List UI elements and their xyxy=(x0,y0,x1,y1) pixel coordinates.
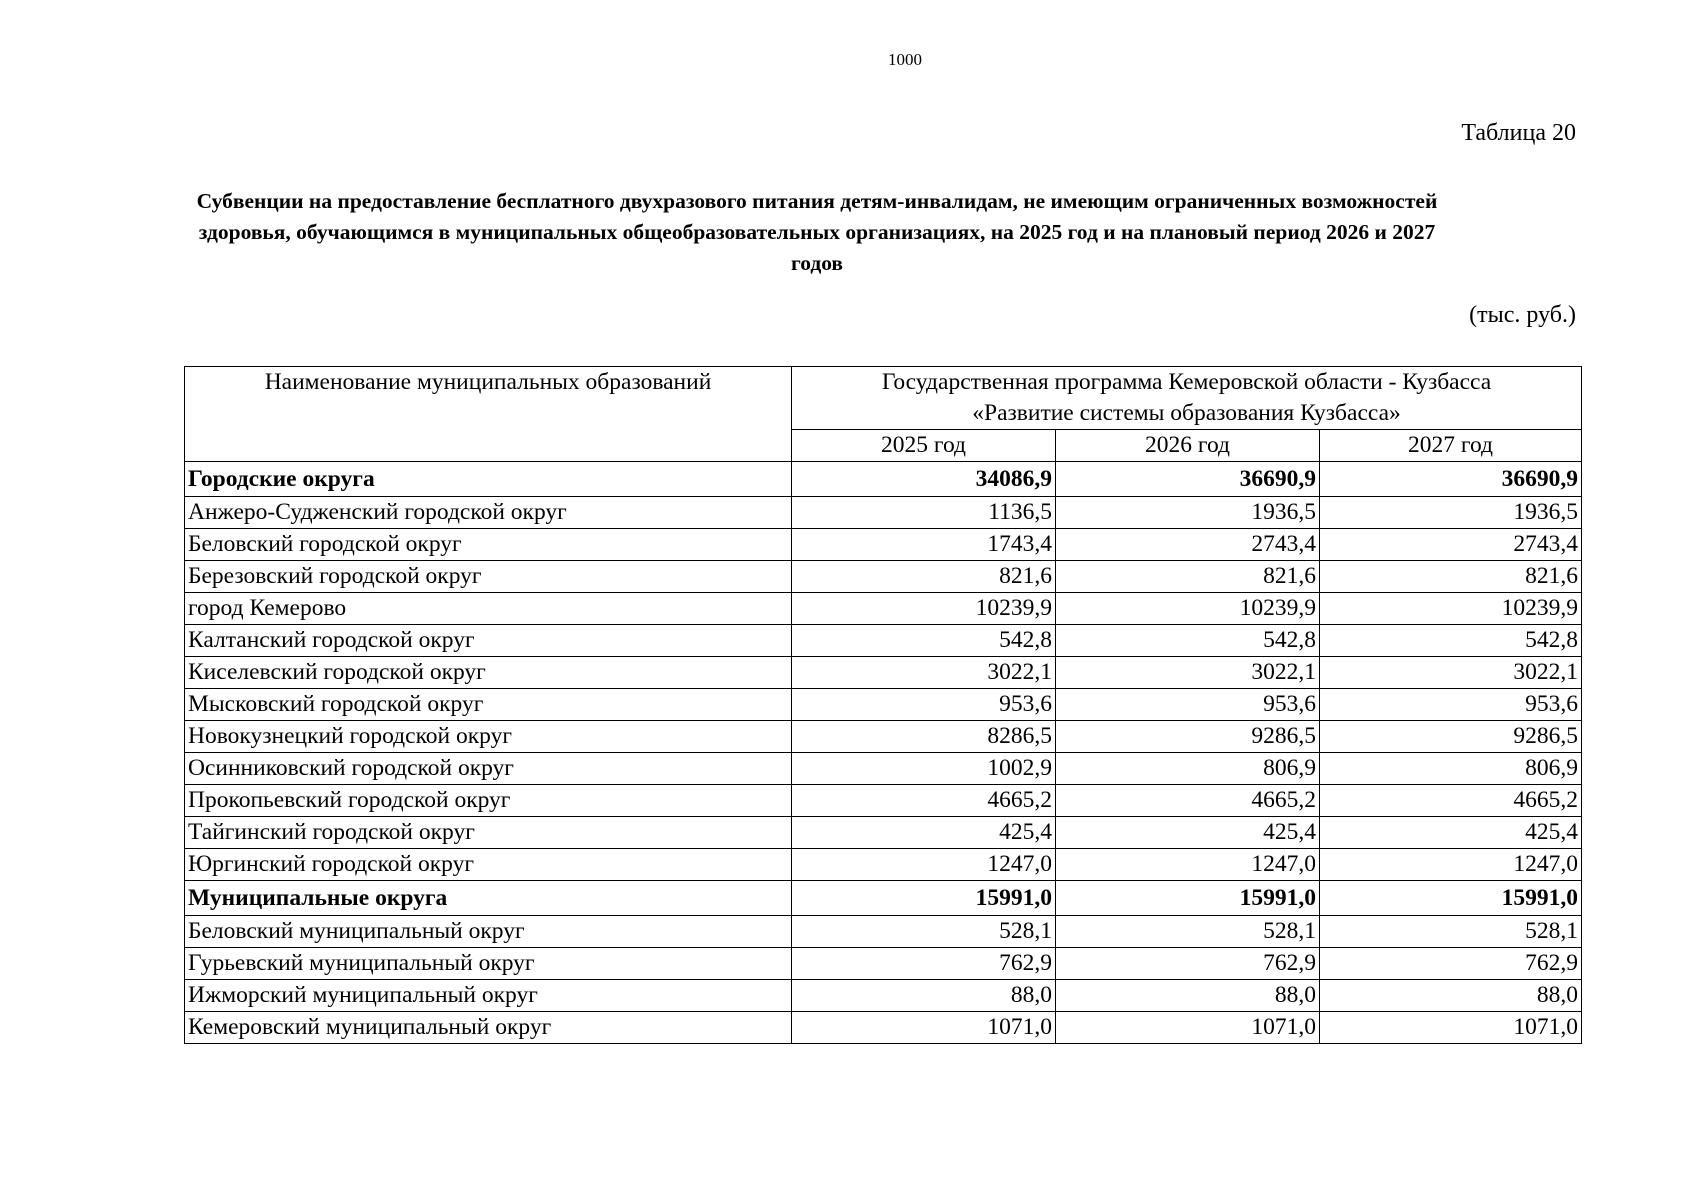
value-2027-cell: 1247,0 xyxy=(1320,849,1582,881)
municipality-name-cell: Тайгинский городской округ xyxy=(185,817,792,849)
municipality-name-cell: Беловский муниципальный округ xyxy=(185,916,792,948)
value-2026-cell: 9286,5 xyxy=(1056,721,1320,753)
value-2026-cell: 88,0 xyxy=(1056,980,1320,1012)
table-row xyxy=(185,948,1582,980)
value-2025-cell: 88,0 xyxy=(792,980,1056,1012)
table-header xyxy=(185,367,1582,462)
value-2027-cell: 806,9 xyxy=(1320,753,1582,785)
header-program-line1: Государственная программа Кемеровской области - Кузбасса xyxy=(881,369,1492,395)
municipality-name-cell: Беловский городской округ xyxy=(185,529,792,561)
value-2025-cell: 762,9 xyxy=(792,948,1056,980)
value-2025-cell: 953,6 xyxy=(792,689,1056,721)
value-2026-cell: 821,6 xyxy=(1056,561,1320,593)
value-2027-cell: 4665,2 xyxy=(1320,785,1582,817)
municipality-name-cell: Березовский городской округ xyxy=(185,561,792,593)
value-2027-cell: 542,8 xyxy=(1320,625,1582,657)
header-year-2026: 2026 год xyxy=(1056,430,1320,462)
value-2026-cell: 542,8 xyxy=(1056,625,1320,657)
value-2027-cell: 10239,9 xyxy=(1320,593,1582,625)
units-label: (тыс. руб.) xyxy=(1469,302,1576,328)
table-row xyxy=(185,980,1582,1012)
header-program-line2: «Развитие системы образования Кузбасса» xyxy=(972,400,1401,426)
municipality-name-cell: Городские округа xyxy=(185,462,792,497)
table-row xyxy=(185,753,1582,785)
table-body xyxy=(185,462,1582,1044)
header-municipality-name: Наименование муниципальных образований xyxy=(185,367,792,462)
value-2026-cell: 36690,9 xyxy=(1056,462,1320,497)
value-2025-cell: 3022,1 xyxy=(792,657,1056,689)
value-2026-cell: 762,9 xyxy=(1056,948,1320,980)
value-2025-cell: 542,8 xyxy=(792,625,1056,657)
value-2027-cell: 1936,5 xyxy=(1320,497,1582,529)
value-2026-cell: 806,9 xyxy=(1056,753,1320,785)
value-2027-cell: 9286,5 xyxy=(1320,721,1582,753)
municipality-name-cell: Гурьевский муниципальный округ xyxy=(185,948,792,980)
value-2027-cell: 15991,0 xyxy=(1320,881,1582,916)
table-row xyxy=(185,497,1582,529)
table-row xyxy=(185,785,1582,817)
value-2025-cell: 821,6 xyxy=(792,561,1056,593)
value-2027-cell: 762,9 xyxy=(1320,948,1582,980)
header-year-2025: 2025 год xyxy=(792,430,1056,462)
value-2026-cell: 1071,0 xyxy=(1056,1012,1320,1044)
table-row xyxy=(185,817,1582,849)
municipality-name-cell: Осинниковский городской округ xyxy=(185,753,792,785)
municipality-name-cell: город Кемерово xyxy=(185,593,792,625)
value-2026-cell: 3022,1 xyxy=(1056,657,1320,689)
municipality-name-cell: Мысковский городской округ xyxy=(185,689,792,721)
header-year-2027: 2027 год xyxy=(1320,430,1582,462)
municipality-name-cell: Калтанский городской округ xyxy=(185,625,792,657)
value-2027-cell: 953,6 xyxy=(1320,689,1582,721)
value-2025-cell: 1743,4 xyxy=(792,529,1056,561)
value-2025-cell: 8286,5 xyxy=(792,721,1056,753)
table-row xyxy=(185,529,1582,561)
value-2027-cell: 88,0 xyxy=(1320,980,1582,1012)
value-2026-cell: 15991,0 xyxy=(1056,881,1320,916)
value-2026-cell: 425,4 xyxy=(1056,817,1320,849)
value-2026-cell: 4665,2 xyxy=(1056,785,1320,817)
value-2027-cell: 425,4 xyxy=(1320,817,1582,849)
value-2025-cell: 34086,9 xyxy=(792,462,1056,497)
table-row xyxy=(185,1012,1582,1044)
document-title: Субвенции на предоставление бесплатного двухразового питания детям-инвалидам, не имеющим ограниченных возможностей здоровья, обучающимся в муниципальных общеобразовательных организациях, на 2025 год и на плановый период 2026 и 2027 годов xyxy=(196,189,1438,275)
value-2027-cell: 528,1 xyxy=(1320,916,1582,948)
value-2026-cell: 528,1 xyxy=(1056,916,1320,948)
table-row xyxy=(185,849,1582,881)
subventions-table xyxy=(184,366,1582,1044)
table-row xyxy=(185,916,1582,948)
value-2026-cell: 953,6 xyxy=(1056,689,1320,721)
value-2026-cell: 2743,4 xyxy=(1056,529,1320,561)
value-2027-cell: 821,6 xyxy=(1320,561,1582,593)
value-2025-cell: 1247,0 xyxy=(792,849,1056,881)
municipality-name-cell: Юргинский городской округ xyxy=(185,849,792,881)
municipality-name-cell: Киселевский городской округ xyxy=(185,657,792,689)
table-row xyxy=(185,689,1582,721)
value-2027-cell: 36690,9 xyxy=(1320,462,1582,497)
table-row xyxy=(185,721,1582,753)
page-number: 1000 xyxy=(888,50,922,69)
value-2025-cell: 528,1 xyxy=(792,916,1056,948)
value-2027-cell: 1071,0 xyxy=(1320,1012,1582,1044)
municipality-name-cell: Анжеро-Судженский городской округ xyxy=(185,497,792,529)
table-row xyxy=(185,657,1582,689)
table-row xyxy=(185,625,1582,657)
value-2027-cell: 3022,1 xyxy=(1320,657,1582,689)
value-2025-cell: 4665,2 xyxy=(792,785,1056,817)
municipality-name-cell: Кемеровский муниципальный округ xyxy=(185,1012,792,1044)
value-2025-cell: 1136,5 xyxy=(792,497,1056,529)
municipality-name-cell: Муниципальные округа xyxy=(185,881,792,916)
table-row xyxy=(185,593,1582,625)
value-2025-cell: 1071,0 xyxy=(792,1012,1056,1044)
table-group-row xyxy=(185,462,1582,497)
municipality-name-cell: Новокузнецкий городской округ xyxy=(185,721,792,753)
value-2025-cell: 425,4 xyxy=(792,817,1056,849)
value-2027-cell: 2743,4 xyxy=(1320,529,1582,561)
value-2026-cell: 1936,5 xyxy=(1056,497,1320,529)
value-2025-cell: 1002,9 xyxy=(792,753,1056,785)
table-label: Таблица 20 xyxy=(1461,120,1576,146)
value-2026-cell: 10239,9 xyxy=(1056,593,1320,625)
value-2025-cell: 15991,0 xyxy=(792,881,1056,916)
value-2026-cell: 1247,0 xyxy=(1056,849,1320,881)
table-row xyxy=(185,561,1582,593)
value-2025-cell: 10239,9 xyxy=(792,593,1056,625)
header-state-program xyxy=(792,367,1582,430)
table-group-row xyxy=(185,881,1582,916)
municipality-name-cell: Прокопьевский городской округ xyxy=(185,785,792,817)
municipality-name-cell: Ижморский муниципальный округ xyxy=(185,980,792,1012)
